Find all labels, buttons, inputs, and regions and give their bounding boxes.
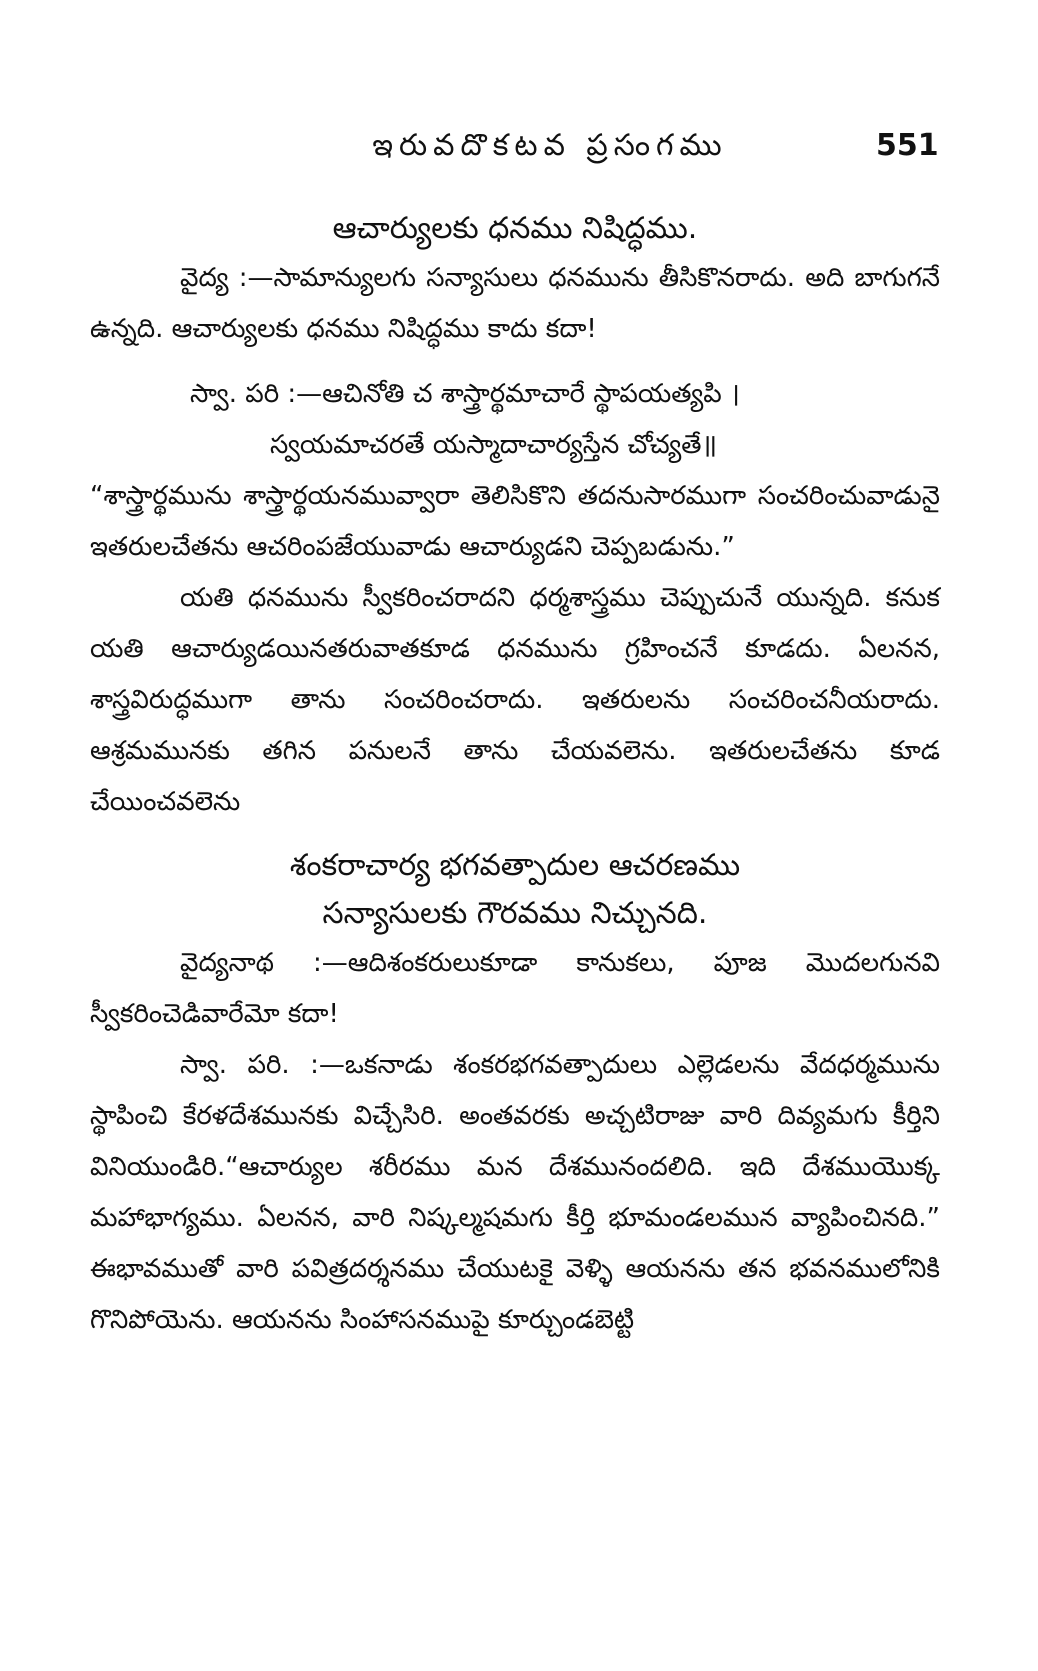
section-heading: శంకరాచార్య భగవత్పాదుల ఆచరణము <box>289 848 741 883</box>
paragraph: “శాస్త్రార్థమును శాస్త్రార్థయనమువ్వారా తెలిసికొని తదనుసారముగా సంచరించువాడునై ఇతరులచేతను ఆచరింపజేయువాడు ఆచార్యుడని చెప్పబడును.” <box>90 481 940 562</box>
paragraph: యతి ధనమును స్వీకరించరాదని ధర్మశాస్త్రము చెప్పుచునే యున్నది. కనుక యతి ఆచార్యుడయినతరువాతకూడ ధనమును గ్రహించనే కూడదు. ఏలనన, శాస్త్రవిరుద్ధముగా తాను సంచరించరాదు. ఇతరులను సంచరించనీయరాదు. ఆశ్రమమునకు తగిన పనులనే తాను చేయవలెను. ఇతరులచేతను కూడ చేయించవలెను <box>90 583 940 817</box>
verse-line: స్వా. పరి :—ఆచినోతి చ శాస్త్రార్థమాచారే స్థాపయత్యపి । <box>190 379 740 409</box>
paragraph: స్వా. పరి. :—ఒకనాడు శంకరభగవత్పాదులు ఎల్లెడలను వేదధర్మమును స్థాపించి కేరళదేశమునకు విచ్చేసిరి. అంతవరకు అచ్చటిరాజు వారి దివ్యమగు కీర్తిని వినియుండిరి.“ఆచార్యుల శరీరము మన దేశమునందలిది. ఇది దేశముయొక్క మహాభాగ్యము. ఏలనన, వారి నిష్కల్మషమగు కీర్తి భూమండలమున వ్యాపించినది.” ఈభావముతో వారి పవిత్రదర్శనము చేయుటకై వెళ్ళి ఆయనను తన భవనములోనికి గొనిపోయెను. ఆయనను సింహాసనముపై కూర్చుండబెట్టి <box>90 1050 940 1335</box>
paragraph: వైద్యనాథ :—ఆదిశంకరులుకూడా కానుకలు, పూజ మొదలగునవి స్వీకరించెడివారేమో కదా! <box>90 948 940 1029</box>
page-header <box>0 128 1038 168</box>
page-body <box>90 205 940 1346</box>
page-number: 551 <box>876 128 939 163</box>
section-heading: సన్యాసులకు గౌరవము నిచ్చునది. <box>322 896 708 931</box>
section-heading: ఆచార్యులకు ధనము నిషిద్ధము. <box>332 211 698 246</box>
verse-line: స్వయమాచరతే యస్మాదాచార్యస్తేన చోచ్యతే॥ <box>270 430 718 460</box>
paragraph: వైద్య :—సామాన్యులగు సన్యాసులు ధనమును తీసికొనరాదు. అది బాగుగనే ఉన్నది. ఆచార్యులకు ధనము నిషిద్ధము కాదు కదా! <box>90 263 940 344</box>
running-title: ఇరువదొకటవ ప్రసంగము <box>372 128 728 163</box>
